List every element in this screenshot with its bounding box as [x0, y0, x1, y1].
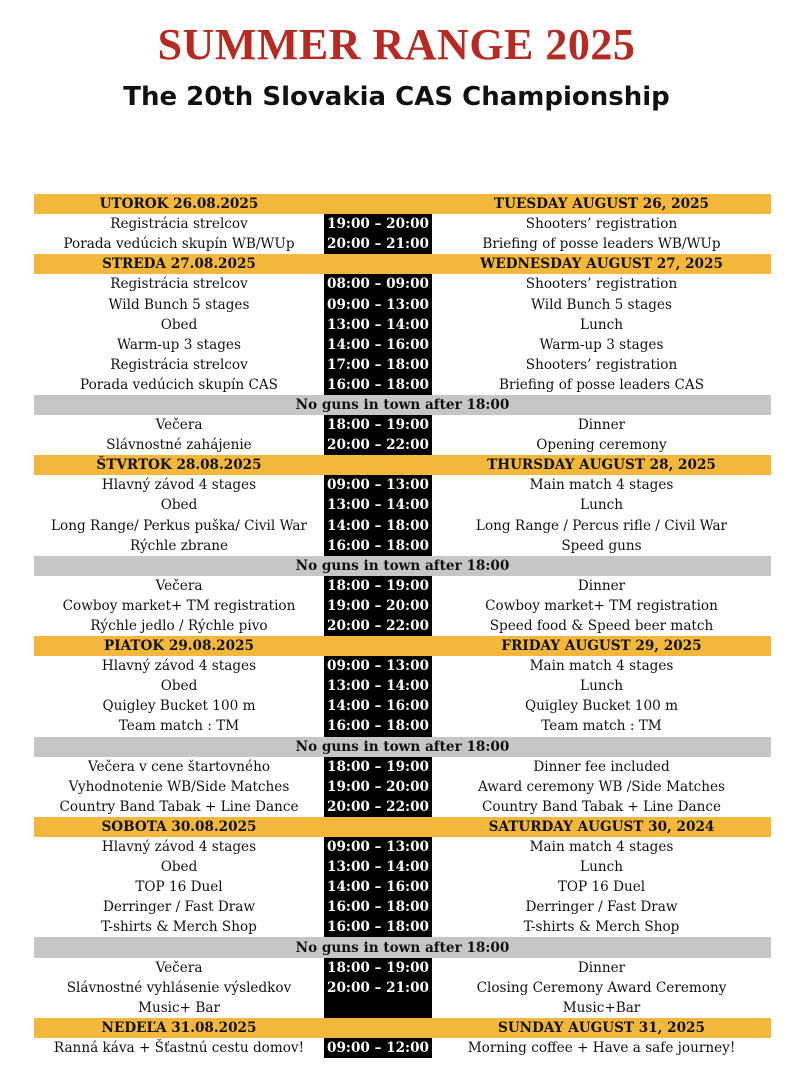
- notice-text: No guns in town after 18:00: [295, 738, 510, 755]
- day-header-row: [34, 636, 771, 656]
- event-label-sk: Večera v cene štartovného: [87, 758, 271, 775]
- event-label-en: Lunch: [580, 859, 623, 876]
- schedule-row: [34, 857, 771, 877]
- day-label-en: FRIDAY AUGUST 29, 2025: [501, 638, 702, 655]
- time-slot: [324, 194, 432, 214]
- time-slot: 20:00 – 22:00: [324, 616, 432, 636]
- time-slot: 19:00 – 20:00: [324, 596, 432, 616]
- schedule-row: [34, 716, 771, 736]
- event-label-en: Dinner: [577, 577, 626, 594]
- event-label-sk: Hlavný závod 4 stages: [101, 658, 257, 675]
- day-header-row: [34, 455, 771, 475]
- time-slot: 17:00 – 18:00: [324, 355, 432, 375]
- event-label-en: Quigley Bucket 100 m: [525, 698, 678, 715]
- schedule-row: [34, 656, 771, 676]
- event-label-en: Long Range / Percus rifle / Civil War: [475, 517, 728, 534]
- schedule-row: [34, 877, 771, 897]
- event-label-sk: Long Range/ Perkus puška/ Civil War: [51, 517, 307, 534]
- event-label-en: Main match 4 stages: [529, 839, 674, 856]
- event-label-en: Lunch: [580, 316, 623, 333]
- event-label-en: Music+Bar: [562, 999, 641, 1016]
- time-slot: 18:00 – 19:00: [324, 757, 432, 777]
- time-slot: [324, 1018, 432, 1038]
- event-label-sk: Cowboy market+ TM registration: [62, 597, 296, 614]
- time-slot: 18:00 – 19:00: [324, 576, 432, 596]
- event-label-en: Dinner: [577, 959, 626, 976]
- schedule-row: [34, 274, 771, 294]
- event-label-en: Briefing of posse leaders WB/WUp: [482, 236, 721, 253]
- day-header-row: [34, 1018, 771, 1038]
- schedule-table: [34, 194, 771, 1058]
- schedule-row: [34, 375, 771, 395]
- event-label-sk: Obed: [160, 859, 198, 876]
- event-label-sk: Večera: [155, 417, 203, 434]
- event-label-sk: Slávnostné vyhlásenie výsledkov: [66, 979, 292, 996]
- time-slot: 09:00 – 13:00: [324, 475, 432, 495]
- event-label-sk: Hlavný závod 4 stages: [101, 839, 257, 856]
- time-slot: 16:00 – 18:00: [324, 897, 432, 917]
- time-slot: 19:00 – 20:00: [324, 777, 432, 797]
- schedule-row: [34, 576, 771, 596]
- day-label-sk: NEDEĽA 31.08.2025: [101, 1019, 257, 1036]
- event-label-sk: Obed: [160, 497, 198, 514]
- time-slot: [324, 998, 432, 1018]
- event-label-sk: Vyhodnotenie WB/Side Matches: [68, 778, 290, 795]
- event-label-sk: Rýchle zbrane: [129, 537, 229, 554]
- notice-banner: [34, 737, 771, 757]
- schedule-row: [34, 777, 771, 797]
- event-label-en: Derringer / Fast Draw: [525, 899, 678, 916]
- notice-banner: [34, 556, 771, 576]
- schedule-row: [34, 837, 771, 857]
- time-slot: 08:00 – 09:00: [324, 274, 432, 294]
- schedule-row: [34, 214, 771, 234]
- schedule-row: [34, 315, 771, 335]
- event-label-en: TOP 16 Duel: [557, 879, 646, 896]
- time-slot: 09:00 – 13:00: [324, 837, 432, 857]
- event-label-en: Dinner: [577, 417, 626, 434]
- event-label-en: Dinner fee included: [533, 758, 670, 775]
- schedule-row: [34, 958, 771, 978]
- time-slot: 13:00 – 14:00: [324, 495, 432, 515]
- schedule-row: [34, 355, 771, 375]
- day-label-en: TUESDAY AUGUST 26, 2025: [494, 196, 709, 213]
- event-label-en: Lunch: [580, 497, 623, 514]
- event-label-sk: Country Band Tabak + Line Dance: [59, 798, 299, 815]
- event-label-en: Shooters’ registration: [525, 276, 678, 293]
- event-label-en: T-shirts & Merch Shop: [523, 919, 680, 936]
- time-slot: [324, 254, 432, 274]
- event-label-en: Speed food & Speed beer match: [489, 618, 714, 635]
- event-label-en: Wild Bunch 5 stages: [531, 296, 672, 313]
- time-slot: 16:00 – 18:00: [324, 536, 432, 556]
- time-slot: 20:00 – 22:00: [324, 435, 432, 455]
- time-slot: 09:00 – 13:00: [324, 656, 432, 676]
- time-slot: 16:00 – 18:00: [324, 716, 432, 736]
- schedule-row: [34, 234, 771, 254]
- notice-banner: [34, 937, 771, 957]
- schedule-row: [34, 696, 771, 716]
- day-header-row: [34, 254, 771, 274]
- event-label-sk: Porada vedúcich skupín WB/WUp: [63, 236, 295, 253]
- event-label-sk: Večera: [155, 959, 203, 976]
- day-label-sk: UTOROK 26.08.2025: [99, 196, 259, 213]
- event-label-sk: Warm-up 3 stages: [117, 336, 241, 353]
- day-label-sk: PIATOK 29.08.2025: [103, 638, 255, 655]
- day-label-en: SUNDAY AUGUST 31, 2025: [498, 1019, 705, 1036]
- time-slot: 18:00 – 19:00: [324, 958, 432, 978]
- event-label-sk: Wild Bunch 5 stages: [108, 296, 250, 313]
- schedule-row: [34, 897, 771, 917]
- event-label-sk: Music+ Bar: [138, 999, 220, 1016]
- schedule-row: [34, 435, 771, 455]
- time-slot: [324, 455, 432, 475]
- schedule-row: [34, 536, 771, 556]
- time-slot: 16:00 – 18:00: [324, 375, 432, 395]
- time-slot: 13:00 – 14:00: [324, 676, 432, 696]
- schedule-row: [34, 676, 771, 696]
- time-slot: [324, 817, 432, 837]
- event-label-en: Main match 4 stages: [529, 477, 674, 494]
- time-slot: [324, 636, 432, 656]
- page-subtitle: The 20th Slovakia CAS Championship: [123, 82, 670, 112]
- schedule-row: [34, 978, 771, 998]
- event-label-en: Morning coffee + Have a safe journey!: [467, 1039, 736, 1056]
- time-slot: 13:00 – 14:00: [324, 857, 432, 877]
- event-label-en: Award ceremony WB /Side Matches: [478, 778, 725, 795]
- event-label-sk: Porada vedúcich skupín CAS: [80, 376, 278, 393]
- event-label-en: Lunch: [580, 678, 623, 695]
- event-label-sk: Slávnostné zahájenie: [106, 437, 252, 454]
- event-label-en: Cowboy market+ TM registration: [485, 597, 718, 614]
- time-slot: 16:00 – 18:00: [324, 917, 432, 937]
- event-label-sk: Registrácia strelcov: [110, 216, 248, 233]
- event-label-sk: Quigley Bucket 100 m: [102, 698, 256, 715]
- time-slot: 18:00 – 19:00: [324, 415, 432, 435]
- day-label-sk: ŠTVRTOK 28.08.2025: [96, 457, 262, 474]
- schedule-row: [34, 516, 771, 536]
- day-header-row: [34, 817, 771, 837]
- time-slot: 20:00 – 21:00: [324, 978, 432, 998]
- event-label-sk: Team match : TM: [118, 718, 240, 735]
- time-slot: 19:00 – 20:00: [324, 214, 432, 234]
- schedule-row: [34, 616, 771, 636]
- time-slot: 20:00 – 22:00: [324, 797, 432, 817]
- schedule-row: [34, 797, 771, 817]
- schedule-row: [34, 294, 771, 314]
- page-title: SUMMER RANGE 2025: [157, 20, 636, 69]
- event-label-en: Opening ceremony: [536, 437, 667, 454]
- time-slot: 20:00 – 21:00: [324, 234, 432, 254]
- notice-text: No guns in town after 18:00: [295, 396, 510, 413]
- event-label-en: Shooters’ registration: [525, 356, 678, 373]
- time-slot: 13:00 – 14:00: [324, 315, 432, 335]
- schedule-row: [34, 596, 771, 616]
- event-label-sk: Ranná káva + Šťastnú cestu domov!: [53, 1039, 305, 1056]
- day-label-en: SATURDAY AUGUST 30, 2024: [488, 818, 715, 835]
- event-label-sk: Registrácia strelcov: [110, 276, 248, 293]
- schedule-row: [34, 335, 771, 355]
- event-label-en: Warm-up 3 stages: [539, 336, 664, 353]
- event-label-en: Main match 4 stages: [529, 658, 674, 675]
- notice-text: No guns in town after 18:00: [295, 939, 510, 956]
- event-label-sk: Obed: [160, 678, 198, 695]
- event-label-en: Country Band Tabak + Line Dance: [481, 798, 722, 815]
- event-label-sk: Registrácia strelcov: [110, 356, 248, 373]
- event-label-en: Shooters’ registration: [525, 216, 678, 233]
- notice-banner: [34, 395, 771, 415]
- schedule-row: [34, 495, 771, 515]
- event-label-en: Briefing of posse leaders CAS: [498, 376, 705, 393]
- schedule-row: [34, 917, 771, 937]
- time-slot: 09:00 – 13:00: [324, 294, 432, 314]
- day-label-en: WEDNESDAY AUGUST 27, 2025: [480, 256, 723, 273]
- day-label-sk: STREDA 27.08.2025: [102, 256, 256, 273]
- event-label-en: Speed guns: [561, 537, 642, 554]
- schedule-row: [34, 998, 771, 1018]
- schedule-row: [34, 757, 771, 777]
- notice-text: No guns in town after 18:00: [295, 557, 510, 574]
- event-label-sk: TOP 16 Duel: [135, 879, 223, 896]
- schedule-row: [34, 415, 771, 435]
- time-slot: 14:00 – 16:00: [324, 335, 432, 355]
- day-label-sk: SOBOTA 30.08.2025: [101, 818, 257, 835]
- schedule-row: [34, 475, 771, 495]
- event-label-sk: Obed: [160, 316, 198, 333]
- day-label-en: THURSDAY AUGUST 28, 2025: [487, 457, 716, 474]
- event-label-sk: Rýchle jedlo / Rýchle pivo: [90, 618, 268, 635]
- event-label-sk: Hlavný závod 4 stages: [101, 477, 257, 494]
- event-label-en: Closing Ceremony Award Ceremony: [476, 979, 727, 996]
- event-label-sk: T-shirts & Merch Shop: [101, 919, 257, 936]
- time-slot: 14:00 – 16:00: [324, 696, 432, 716]
- time-slot: 14:00 – 16:00: [324, 877, 432, 897]
- time-slot: 14:00 – 18:00: [324, 516, 432, 536]
- day-header-row: [34, 194, 771, 214]
- event-label-en: Team match : TM: [541, 718, 662, 735]
- event-label-sk: Večera: [155, 577, 203, 594]
- event-label-sk: Derringer / Fast Draw: [102, 899, 256, 916]
- schedule-row: [34, 1038, 771, 1058]
- time-slot: 09:00 – 12:00: [324, 1038, 432, 1058]
